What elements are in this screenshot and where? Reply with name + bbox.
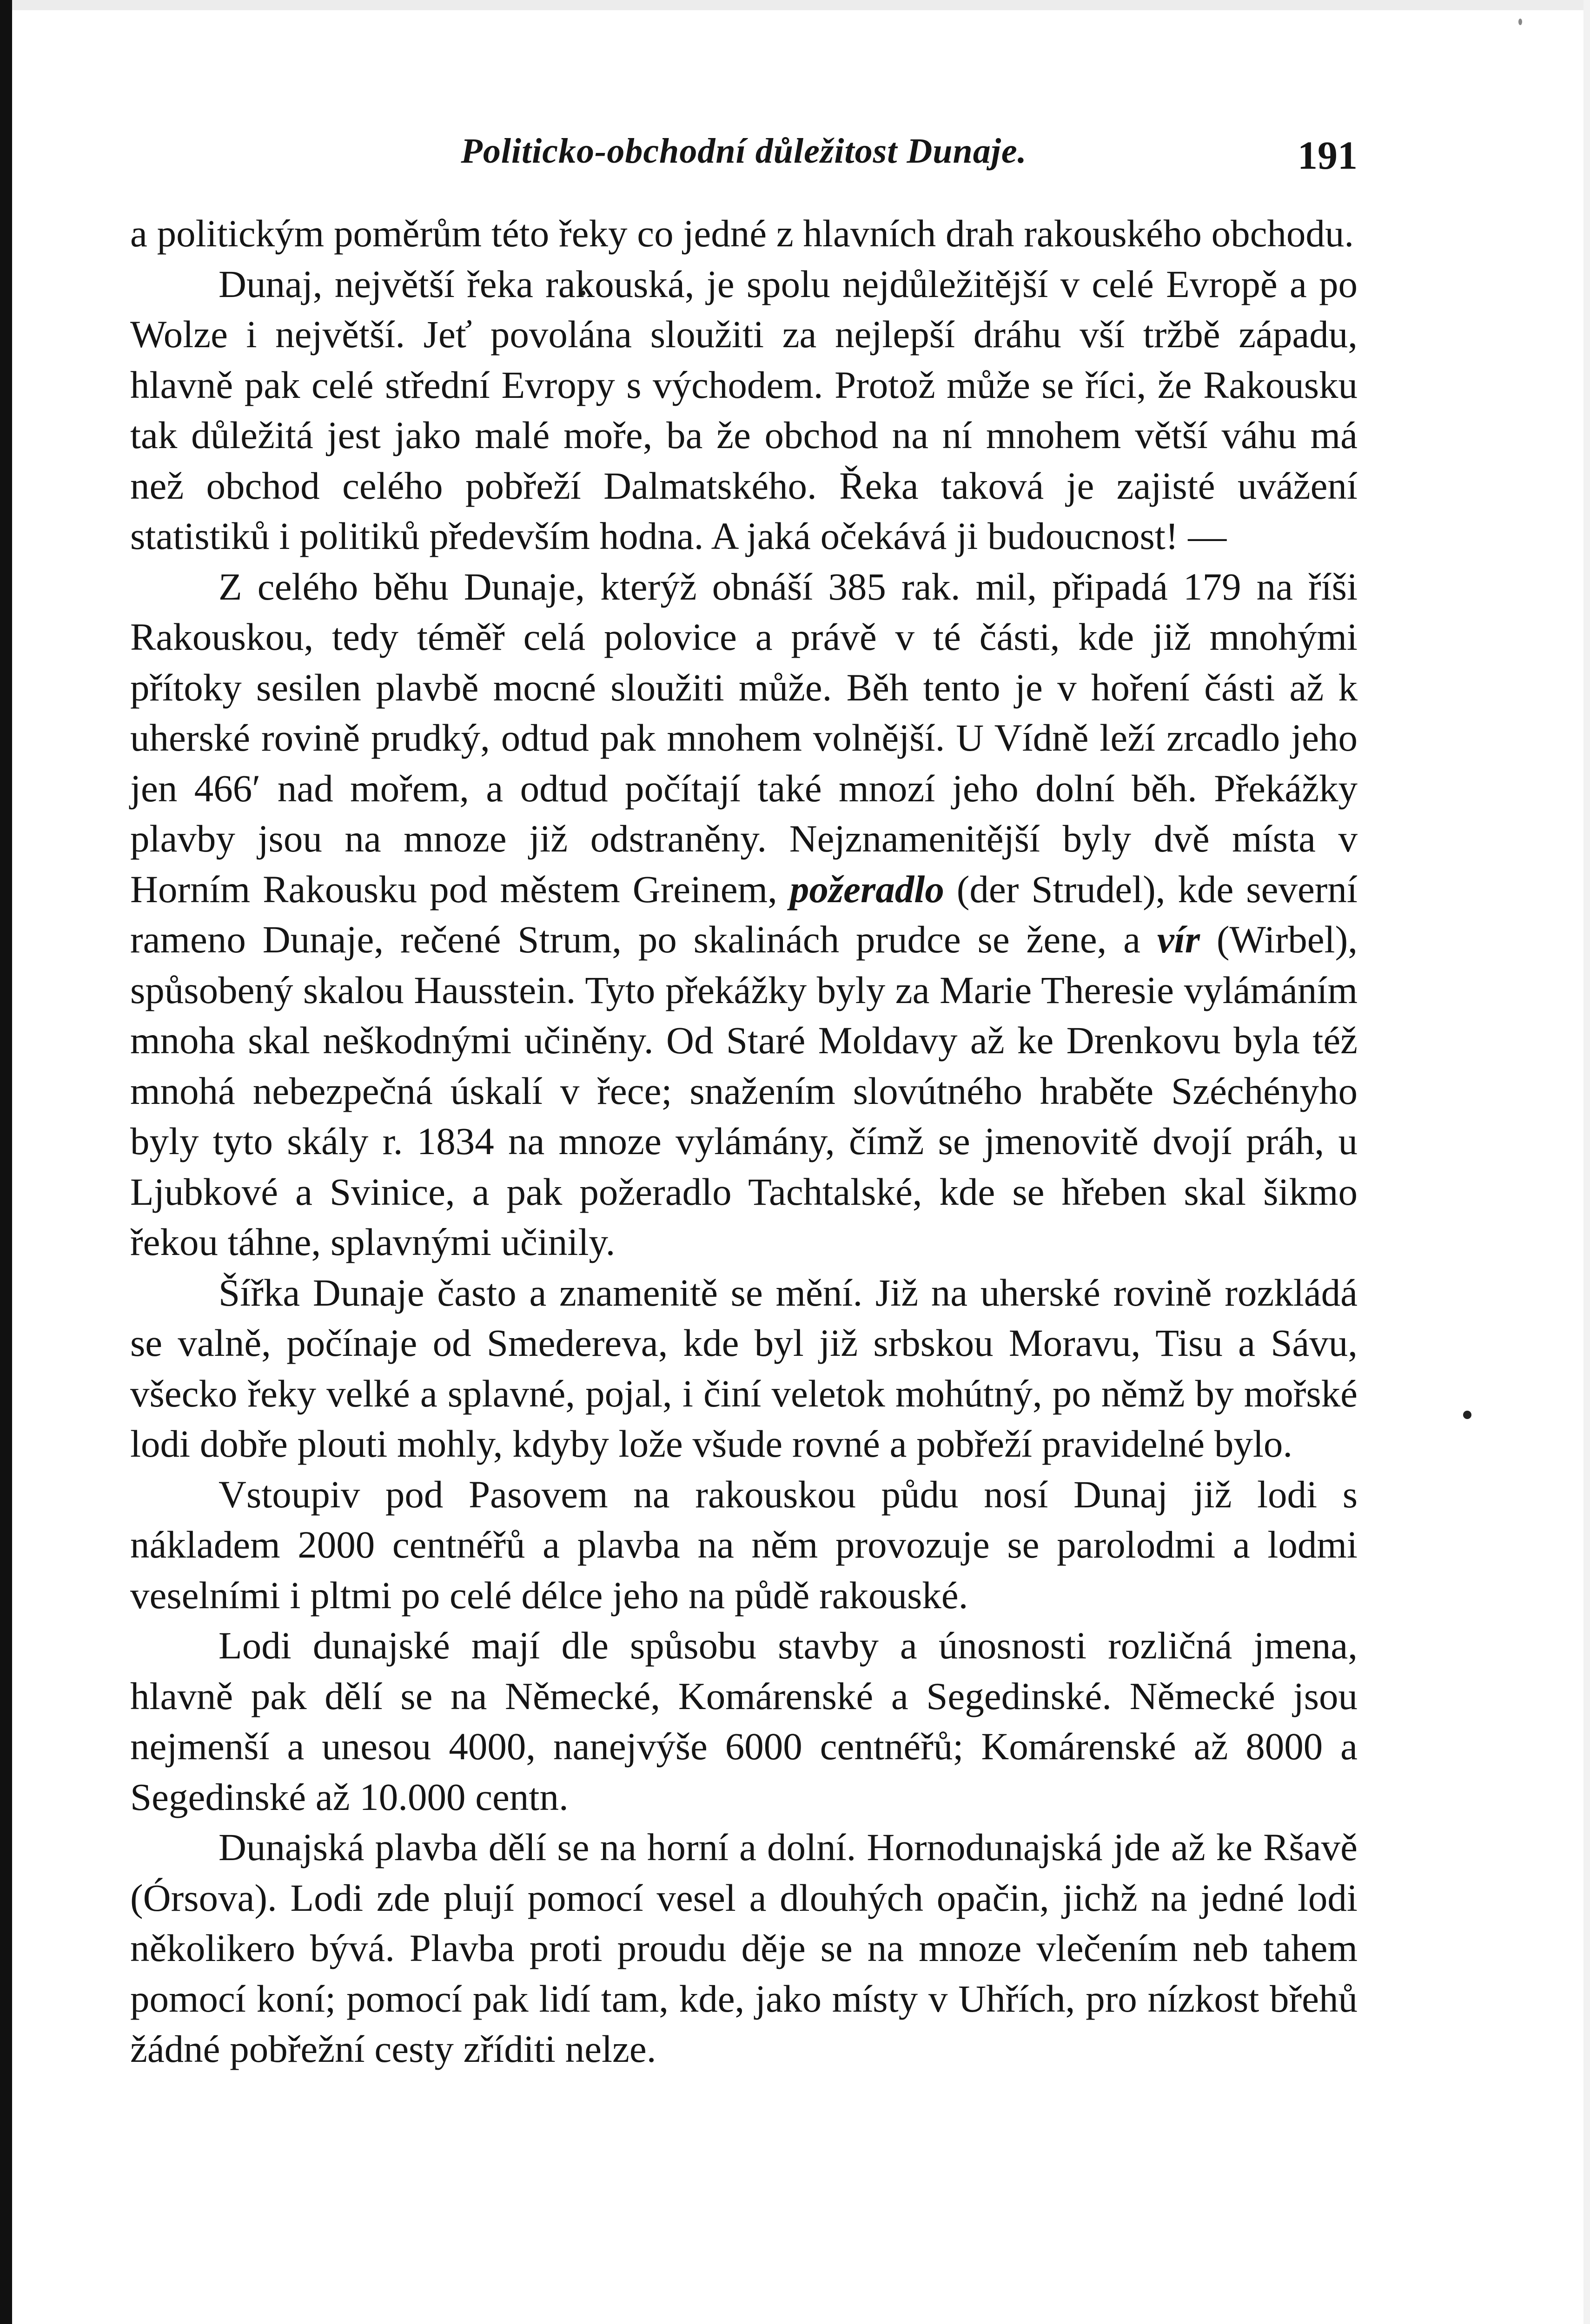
running-title: Politicko-obchodní důležitost Dunaje. xyxy=(461,132,1027,171)
paragraph-2: Dunaj, největší řeka rakouská, je spolu nejdůležitější v celé Evropě a po Wolze i největší. Jeť povolána sloužiti za nejlepší dráhu vší tržbě západu, hlavně pak celé střední Evropy s východem. Protož může se říci, že Rakousku tak důležitá jest jako malé moře, ba že obchod na ní mnohem větší váhu má než obchod celého pobřeží Dalmatského. Řeka taková je zajisté uvážení statistiků i politiků především hodna. A jaká očekává ji budoucnost! — xyxy=(130,262,1358,557)
paragraph-3-text-b: (der Strudel), kde severní rameno Dunaje, rečené Strum, po skalinách prudce se žene, a xyxy=(130,867,1358,961)
paragraph-3-text-c: (Wirbel), spůsobený skalou Hausstein. Tyto překážky byly za Marie Theresie vylámáním mnoha skal neškodnými učiněny. Od Staré Moldavy až ke Drenkovu byla též mnohá nebezpečná úskalí v řece; snažením slovútného hraběte Széchényho byly tyto skály r. 1834 na mnoze vylámány, čímž se jmenovitě dvojí práh, u Ljubkové a Svinice, a pak požeradlo Tachtalské, kde se hřeben skal šikmo řekou táhne, splavnými učinily. xyxy=(130,918,1358,1263)
ink-speck xyxy=(1518,19,1522,25)
page-number: 191 xyxy=(1298,133,1358,178)
paragraph-1: a politickým poměrům této řeky co jedné z hlavních drah rakouského obchodu. xyxy=(130,212,1354,255)
term-vir: vír xyxy=(1157,918,1200,961)
paragraph-5: Vstoupiv pod Pasovem na rakouskou půdu nosí Dunaj již lodi s nákladem 2000 centnéřů a plavba na něm provozuje se parolodmi a lodmi veselními i pltmi po celé délce jeho na půdě rakouské. xyxy=(130,1472,1358,1617)
ink-speck xyxy=(1463,1411,1471,1419)
paragraph-7: Dunajská plavba dělí se na horní a dolní. Hornodunajská jde až ke Ršavě (Órsova). Lodi zde plují pomocí vesel a dlouhých opačin, jichž na jedné lodi několikero bývá. Plavba proti proudu děje se na mnoze vlečením neb tahem pomocí koní; pomocí pak lidí tam, kde, jako místy v Uhřích, pro nízkost břehů žádné pobřežní cesty zříditi nelze. xyxy=(130,1826,1358,2070)
term-pozeradlo: požeradlo xyxy=(789,867,944,911)
body-text xyxy=(130,208,1358,2074)
page-header xyxy=(130,125,1358,186)
book-page xyxy=(130,125,1358,2074)
scan-edge-top xyxy=(12,0,1590,10)
paragraph-3 xyxy=(130,561,1358,1268)
scan-edge-left xyxy=(0,0,12,2324)
paragraph-6: Lodi dunajské mají dle spůsobu stavby a únosnosti rozličná jmena, hlavně pak dělí se na Německé, Komárenské a Segedinské. Německé jsou nejmenší a unesou 4000, nanejvýše 6000 centnéřů; Komárenské až 8000 a Segedinské až 10.000 centn. xyxy=(130,1624,1358,1818)
scan-edge-right xyxy=(1583,0,1590,2324)
paragraph-4: Šířka Dunaje často a znamenitě se mění. Již na uherské rovině rozkládá se valně, počínaje od Smedereva, kde byl již srbskou Moravu, Tisu a Sávu, všecko řeky velké a splavné, pojal, i činí veletok mohútný, po němž by mořské lodi dobře plouti mohly, kdyby lože všude rovné a pobřeží pravidelné bylo. xyxy=(130,1271,1358,1465)
paragraph-3-text-a: Z celého běhu Dunaje, kterýž obnáší 385 rak. mil, připadá 179 na říši Rakouskou, tedy téměř celá polovice a právě v té části, kde již mnohými přítoky sesilen plavbě mocné sloužiti může. Běh tento je v hoření části až k uherské rovině prudký, odtud pak mnohem volnější. U Vídně leží zrcadlo jeho jen 466′ nad mořem, a odtud počítají také mnozí jeho dolní běh. Překážky plavby jsou na mnoze již odstraněny. Nejznamenitější byly dvě místa v Horním Rakousku pod městem Greinem, xyxy=(130,565,1358,911)
